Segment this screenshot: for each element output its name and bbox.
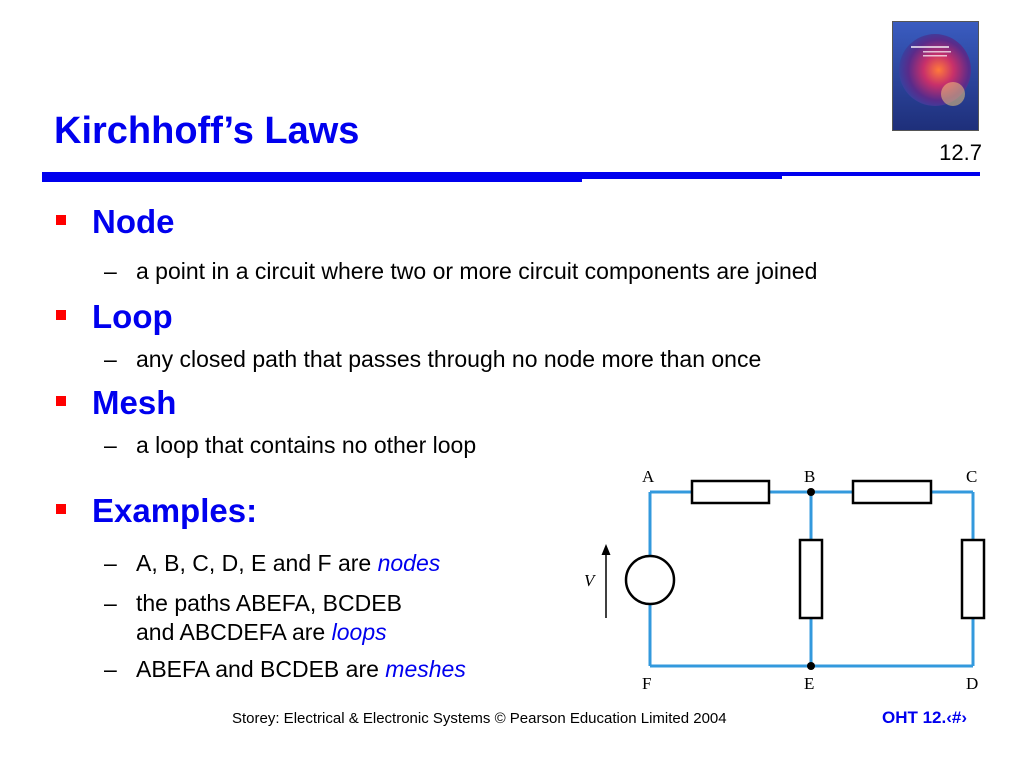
resistor-bc [853,481,931,503]
node-label-d: D [966,674,979,693]
example-text: ABEFA and BCDEB are [136,656,386,682]
example-text: the paths ABEFA, BCDEB [136,590,402,616]
example-text: A, B, C, D, E and F are [136,550,378,576]
footer-credit: Storey: Electrical & Electronic Systems © Pearson Education Limited 2004 [232,710,727,727]
voltage-label: V [584,571,595,590]
node-label-f: F [642,674,652,693]
book-cover-image [892,21,979,131]
node-label-c: C [966,467,978,486]
highlight-term: loops [331,619,387,645]
resistor-cd [962,540,984,618]
slide-number: 12.7 [939,140,982,165]
node-dot-e [807,662,815,670]
bullet-heading: Examples: [92,492,258,529]
highlight-term: meshes [385,656,466,682]
highlight-term: nodes [377,550,441,576]
sub-bullet-text: a point in a circuit where two or more circuit components are joined [136,258,818,284]
bullet-square-icon [56,215,66,225]
node-label-b: B [804,467,816,486]
node-label-a: A [642,467,655,486]
bullet-heading: Mesh [92,384,177,421]
title-rule [42,172,980,186]
sub-bullet-text: a loop that contains no other loop [136,432,477,458]
footer-page-number: OHT 12.‹#› [882,708,968,727]
node-label-e: E [804,674,815,693]
resistor-ab [692,481,769,503]
bullet-square-icon [56,396,66,406]
bullet-heading: Node [92,203,175,240]
circuit-diagram [580,460,1000,700]
resistor-be [800,540,822,618]
voltage-source [626,556,674,604]
sub-bullet-text: any closed path that passes through no node more than once [136,346,762,372]
slide-title: Kirchhoff’s Laws [54,110,360,152]
bullet-square-icon [56,310,66,320]
example-text: and ABCDEFA are [136,619,332,645]
bullet-square-icon [56,504,66,514]
bullet-heading: Loop [92,298,173,335]
node-dot-b [807,488,815,496]
